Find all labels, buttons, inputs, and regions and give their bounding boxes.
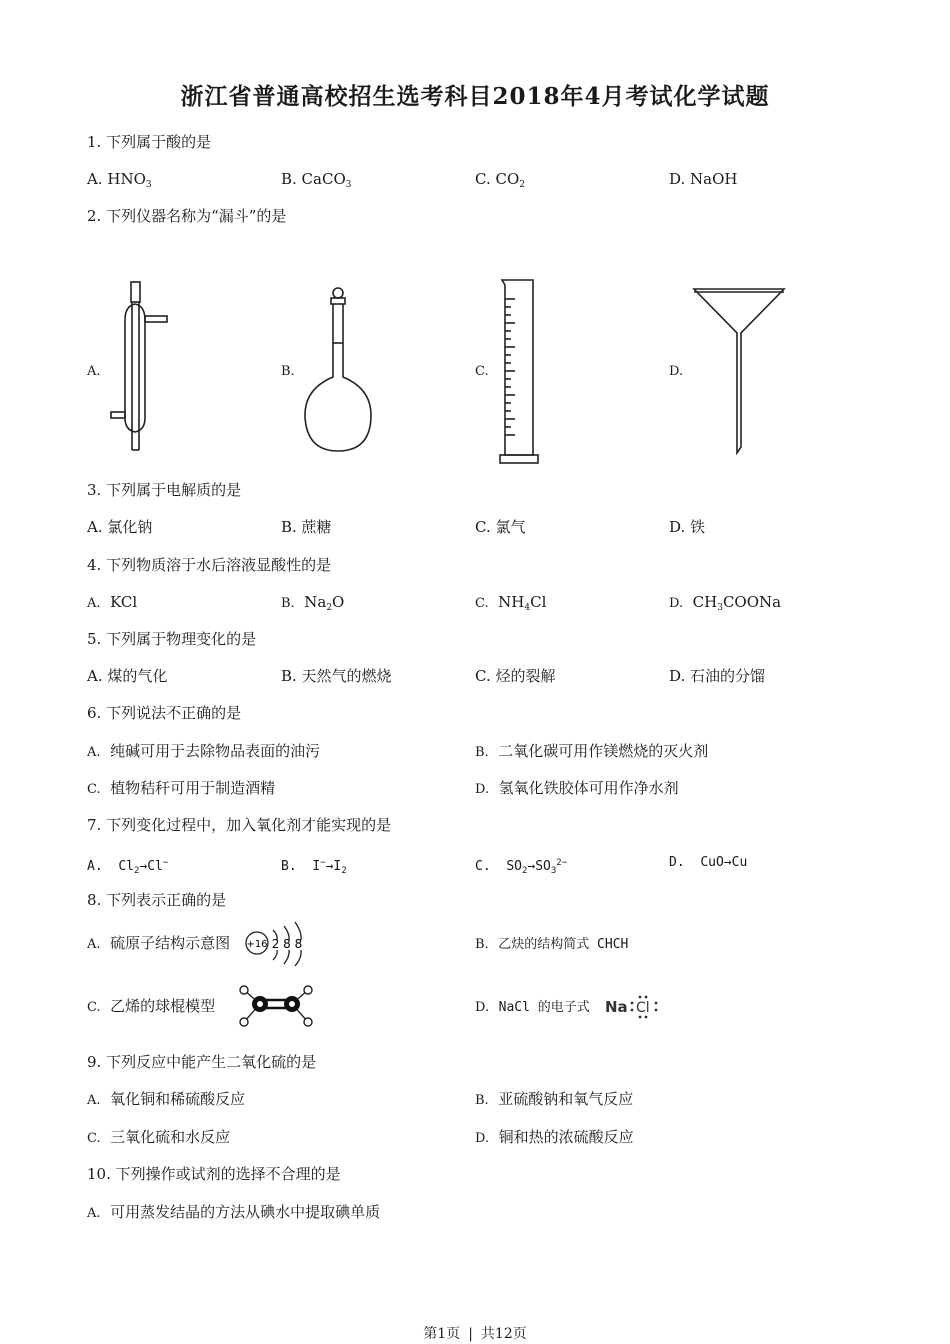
- footer-separator: |: [468, 1326, 473, 1342]
- option-c: C. 氯气: [475, 518, 526, 536]
- option-c: C. $NH_4Cl$: [475, 593, 547, 613]
- option-a: A. 硫原子结构示意图: [87, 934, 231, 952]
- option-c: C. 乙烯的球棍模型: [87, 997, 216, 1015]
- question-10-options: [0, 1202, 950, 1222]
- question-7-stem: 7. 下列变化过程中，加入氧化剂才能实现的是: [87, 816, 392, 834]
- question-6-options-cd: [0, 778, 950, 798]
- page-title: 浙江省普通高校招生选考科目2018年4月考试化学试题: [180, 83, 770, 110]
- option-c: C. $CO_2$: [475, 170, 525, 190]
- ethylene-ball-stick-model: [236, 982, 320, 1032]
- condenser-icon: [105, 280, 175, 455]
- question-7-options: [0, 853, 950, 876]
- page-number: 第1页: [423, 1326, 461, 1342]
- option-c: C. 三氧化硫和水反应: [87, 1128, 231, 1146]
- option-d: D. 铁: [669, 518, 706, 536]
- option-d: D. $CH_3COONa$: [669, 593, 782, 613]
- question-6-stem: 6. 下列说法不正确的是: [87, 704, 242, 722]
- option-b: B. $Na_2O$: [281, 593, 345, 613]
- question-9-stem: 9. 下列反应中能产生二氧化硫的是: [87, 1053, 317, 1071]
- question-9-options-cd: [0, 1127, 950, 1147]
- option-b: B. 蔗糖: [281, 518, 332, 536]
- option-c: C. $SO_2\to SO_3^{2-}$: [475, 858, 568, 876]
- option-b: B. 二氧化碳可用作镁燃烧的灭火剂: [475, 742, 709, 760]
- question-9-options-ab: [0, 1089, 950, 1109]
- question-1-options: [0, 169, 950, 189]
- option-d: D. NaOH: [669, 170, 738, 188]
- question-8-stem: 8. 下列表示正确的是: [87, 891, 227, 909]
- option-b: B. 天然气的燃烧: [281, 667, 392, 685]
- option-a: A. $Cl_2\to Cl^-$: [87, 858, 169, 876]
- option-a: A. 氯化钠: [87, 518, 153, 536]
- electron-shells: 2 8 8: [271, 937, 303, 951]
- option-a: A. 氧化铜和稀硫酸反应: [87, 1090, 246, 1108]
- nucleus-charge: +16: [246, 939, 268, 950]
- nacl-electron-formula: [604, 992, 660, 1020]
- chlorine-symbol: Cl: [636, 1000, 650, 1016]
- option-a: A. $HNO_3$: [87, 170, 152, 190]
- volumetric-flask-icon: [300, 285, 380, 455]
- graduated-cylinder-icon: [495, 277, 545, 467]
- page-total: 共12页: [480, 1326, 527, 1342]
- question-3-options: [0, 517, 950, 537]
- question-2-stem: 2. 下列仪器名称为“漏斗”的是: [87, 207, 287, 225]
- option-a: A. KCl: [87, 593, 138, 611]
- option-d: D. 氢氧化铁胶体可用作净水剂: [475, 779, 679, 797]
- question-3-stem: 3. 下列属于电解质的是: [87, 481, 242, 499]
- question-4-stem: 4. 下列物质溶于水后溶液显酸性的是: [87, 556, 332, 574]
- option-a: A. 可用蒸发结晶的方法从碘水中提取碘单质: [87, 1203, 381, 1221]
- question-6-options-ab: [0, 741, 950, 761]
- question-8-options-cd: [0, 996, 950, 1016]
- option-d: D. NaCl 的电子式: [475, 1000, 590, 1015]
- option-a-label: A.: [87, 364, 101, 379]
- question-4-options: [0, 592, 950, 612]
- option-b: B. 乙炔的结构简式 CHCH: [475, 937, 629, 952]
- option-c-label: C.: [475, 364, 489, 379]
- question-1-stem: 1. 下列属于酸的是: [87, 133, 212, 151]
- option-d: D. 铜和热的浓硫酸反应: [475, 1128, 634, 1146]
- sulfur-atom-structure-diagram: [244, 920, 310, 968]
- option-a: A. 纯碱可用于去除物品表面的油污: [87, 742, 321, 760]
- option-c: C. 烃的裂解: [475, 667, 556, 685]
- option-b-label: B.: [281, 364, 295, 379]
- option-d: D. 石油的分馏: [669, 667, 766, 685]
- question-5-stem: 5. 下列属于物理变化的是: [87, 630, 257, 648]
- option-c: C. 植物秸秆可用于制造酒精: [87, 779, 276, 797]
- option-d-label: D.: [669, 364, 684, 379]
- option-a: A. 煤的气化: [87, 667, 168, 685]
- option-d: D. CuO→Cu: [669, 855, 748, 870]
- funnel-icon: [690, 285, 790, 455]
- sodium-symbol: Na: [605, 998, 628, 1016]
- question-8-options-ab: [0, 933, 950, 953]
- question-5-options: [0, 666, 950, 686]
- question-10-stem: 10. 下列操作或试剂的选择不合理的是: [87, 1165, 341, 1183]
- option-b: B. 亚硫酸钠和氧气反应: [475, 1090, 634, 1108]
- option-b: B. CaCO$_3$: [281, 170, 352, 190]
- page-footer: [0, 1323, 950, 1343]
- option-b: B. $I^-\to I_2$: [281, 858, 347, 876]
